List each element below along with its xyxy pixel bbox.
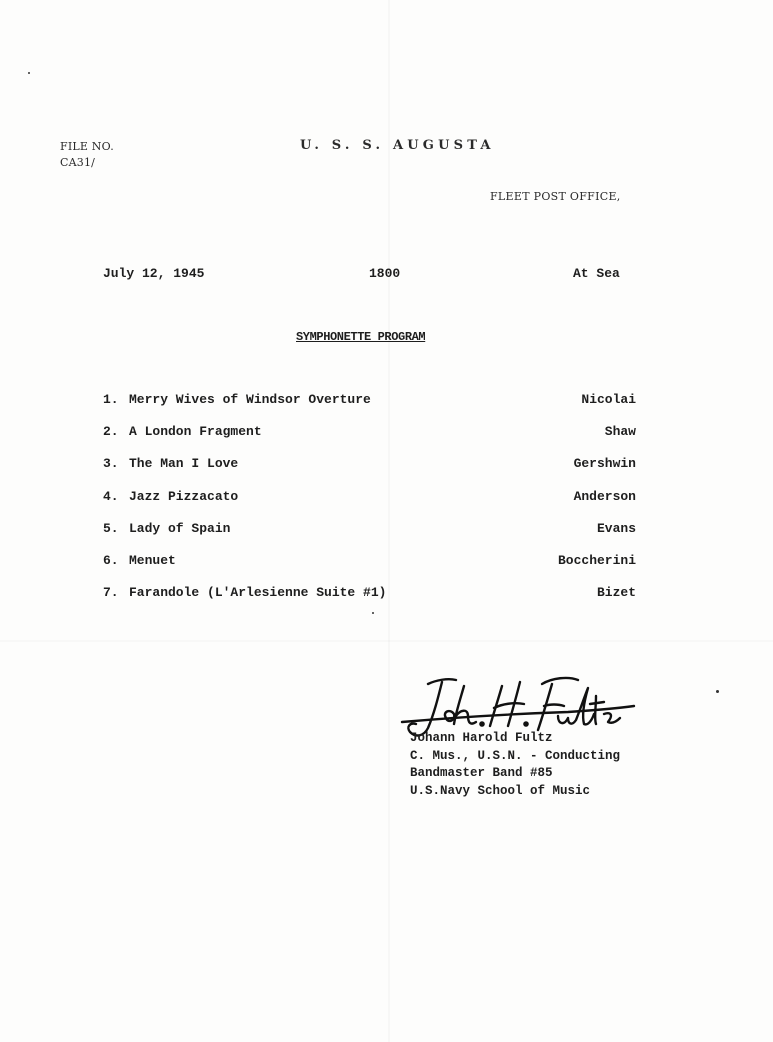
program-item — [103, 489, 636, 521]
program-item — [103, 521, 636, 553]
piece-title: Merry Wives of Windsor Overture — [129, 392, 371, 407]
item-number: 5. — [103, 520, 119, 536]
item-number: 3. — [103, 456, 119, 472]
time: 1800 — [369, 266, 401, 281]
piece-title: A London Fragment — [129, 424, 262, 440]
piece-title: Lady of Spain — [129, 520, 231, 536]
composer: Anderson — [573, 488, 636, 504]
location: At Sea — [573, 266, 620, 281]
piece-title: The Man I Love — [129, 456, 239, 472]
piece-title: Menuet — [129, 552, 176, 568]
program-item — [103, 456, 636, 488]
paper-speck — [716, 690, 719, 693]
fleet-post-office: FLEET POST OFFICE, — [490, 190, 621, 203]
item-number: 1. — [103, 392, 119, 407]
item-number: 4. — [103, 488, 119, 504]
composer: Gershwin — [573, 456, 636, 472]
file-number — [60, 139, 114, 171]
item-number: 6. — [103, 552, 119, 568]
signer-rank: C. Mus., U.S.N. - Conducting — [410, 748, 621, 763]
signer-name: Johann Harold Fultz — [410, 731, 553, 745]
item-number: 2. — [103, 424, 119, 440]
program-title: SYMPHONETTE PROGRAM — [296, 330, 426, 344]
date: July 12, 1945 — [103, 266, 205, 281]
file-number-label: FILE NO. — [60, 140, 114, 153]
file-number-value: CA31/ — [60, 156, 96, 169]
program-list — [103, 392, 636, 617]
paper-fold-horizontal — [0, 640, 773, 642]
piece-title: Jazz Pizzacato — [129, 488, 239, 504]
signer-school: U.S.Navy School of Music — [410, 783, 591, 798]
program-item — [103, 392, 636, 424]
program-item — [103, 553, 636, 585]
program-item — [103, 424, 636, 456]
composer: Evans — [596, 520, 636, 536]
paper-speck — [28, 72, 30, 74]
paper-speck — [372, 612, 374, 614]
ship-name: U. S. S. AUGUSTA — [300, 138, 495, 153]
composer: Boccherini — [557, 552, 636, 568]
composer: Bizet — [596, 585, 636, 601]
piece-title: Farandole (L'Arlesienne Suite #1) — [129, 585, 387, 601]
item-number: 7. — [103, 585, 119, 601]
program-item — [103, 585, 636, 617]
composer: Nicolai — [581, 392, 636, 407]
signer-position: Bandmaster Band #85 — [410, 766, 553, 780]
signature-block — [410, 730, 620, 800]
composer: Shaw — [604, 424, 636, 440]
